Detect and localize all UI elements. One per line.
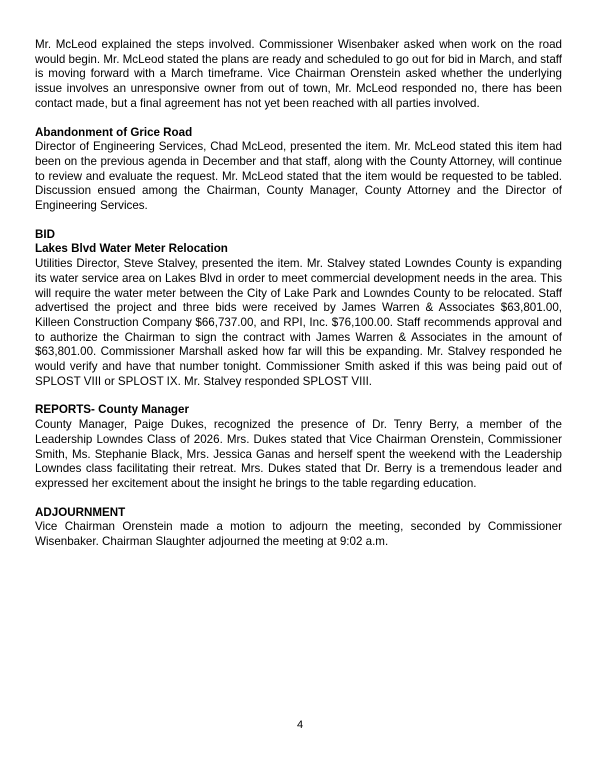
section-body: Utilities Director, Steve Stalvey, presented the item. Mr. Stalvey stated Lowndes County is expanding its water service area on Lakes Blvd in order to meet commercial development needs in the area. This will require the water meter between the City of Lake Park and Lowndes County to be relocated. Staff advertised the project and three bids were received by James Warren & Associates $63,801.00, Killeen Construction Company $66,737.00, and RPI, Inc. $76,100.00. Staff recommends approval and to authorize the Chairman to sign the contract with James Warren & Associates in the amount of $63,801.00. Commissioner Marshall asked how far will this be expanding. Mr. Stalvey responded he would verify and have that number tonight. Commissioner Smith asked if this was being paid out of SPLOST VIII or SPLOST IX. Mr. Stalvey responded SPLOST VIII. (35, 257, 562, 388)
spacer (35, 112, 562, 126)
section-heading: REPORTS- County Manager (35, 403, 189, 417)
spacer (35, 492, 562, 506)
section-grice-road (35, 126, 562, 214)
intro-paragraph: Mr. McLeod explained the steps involved. Commissioner Wisenbaker asked when work on the road would begin. Mr. McLeod stated the plans are ready and scheduled to go out for bid in March, and staff is moving forward with a March timeframe. Vice Chairman Orenstein asked whether the underlying issue involves an unresponsive owner from out of town, Mr. McLeod responded no, there has been contact made, but a final agreement has not yet been reached with all parties involved. (35, 38, 562, 110)
spacer (35, 214, 562, 228)
section-heading: Abandonment of Grice Road (35, 125, 193, 139)
section-bid (35, 228, 562, 390)
section-heading: Lakes Blvd Water Meter Relocation (35, 242, 228, 256)
spacer (35, 389, 562, 403)
category-heading: BID (35, 227, 55, 241)
section-reports (35, 403, 562, 491)
section-body: Director of Engineering Services, Chad McLeod, presented the item. Mr. McLeod stated this item had been on the previous agenda in December and that staff, along with the County Attorney, will continue to review and evaluate the request. Mr. McLeod stated that the item would be requested to be tabled. Discussion ensued among the Chairman, County Manager, County Attorney and the Director of Engineering Services. (35, 140, 562, 213)
document-page (35, 38, 562, 550)
section-body: County Manager, Paige Dukes, recognized the presence of Dr. Tenry Berry, a member of the Leadership Lowndes Class of 2026. Mrs. Dukes stated that Vice Chairman Orenstein, Commissioner Smith, Ms. Stephanie Black, Mrs. Jessica Ganas and herself spent the weekend with the Leadership Lowndes class facilitating their retreat. Mrs. Dukes stated that Dr. Berry is a tremendous leader and expressed her excitement about the insight he brings to the table regarding education. (35, 418, 562, 490)
section-heading: ADJOURNMENT (35, 505, 126, 519)
section-body: Vice Chairman Orenstein made a motion to adjourn the meeting, seconded by Commissioner Wisenbaker. Chairman Slaughter adjourned the meeting at 9:02 a.m. (35, 520, 562, 549)
section-adjournment (35, 506, 562, 550)
page-number: 4 (296, 719, 304, 731)
